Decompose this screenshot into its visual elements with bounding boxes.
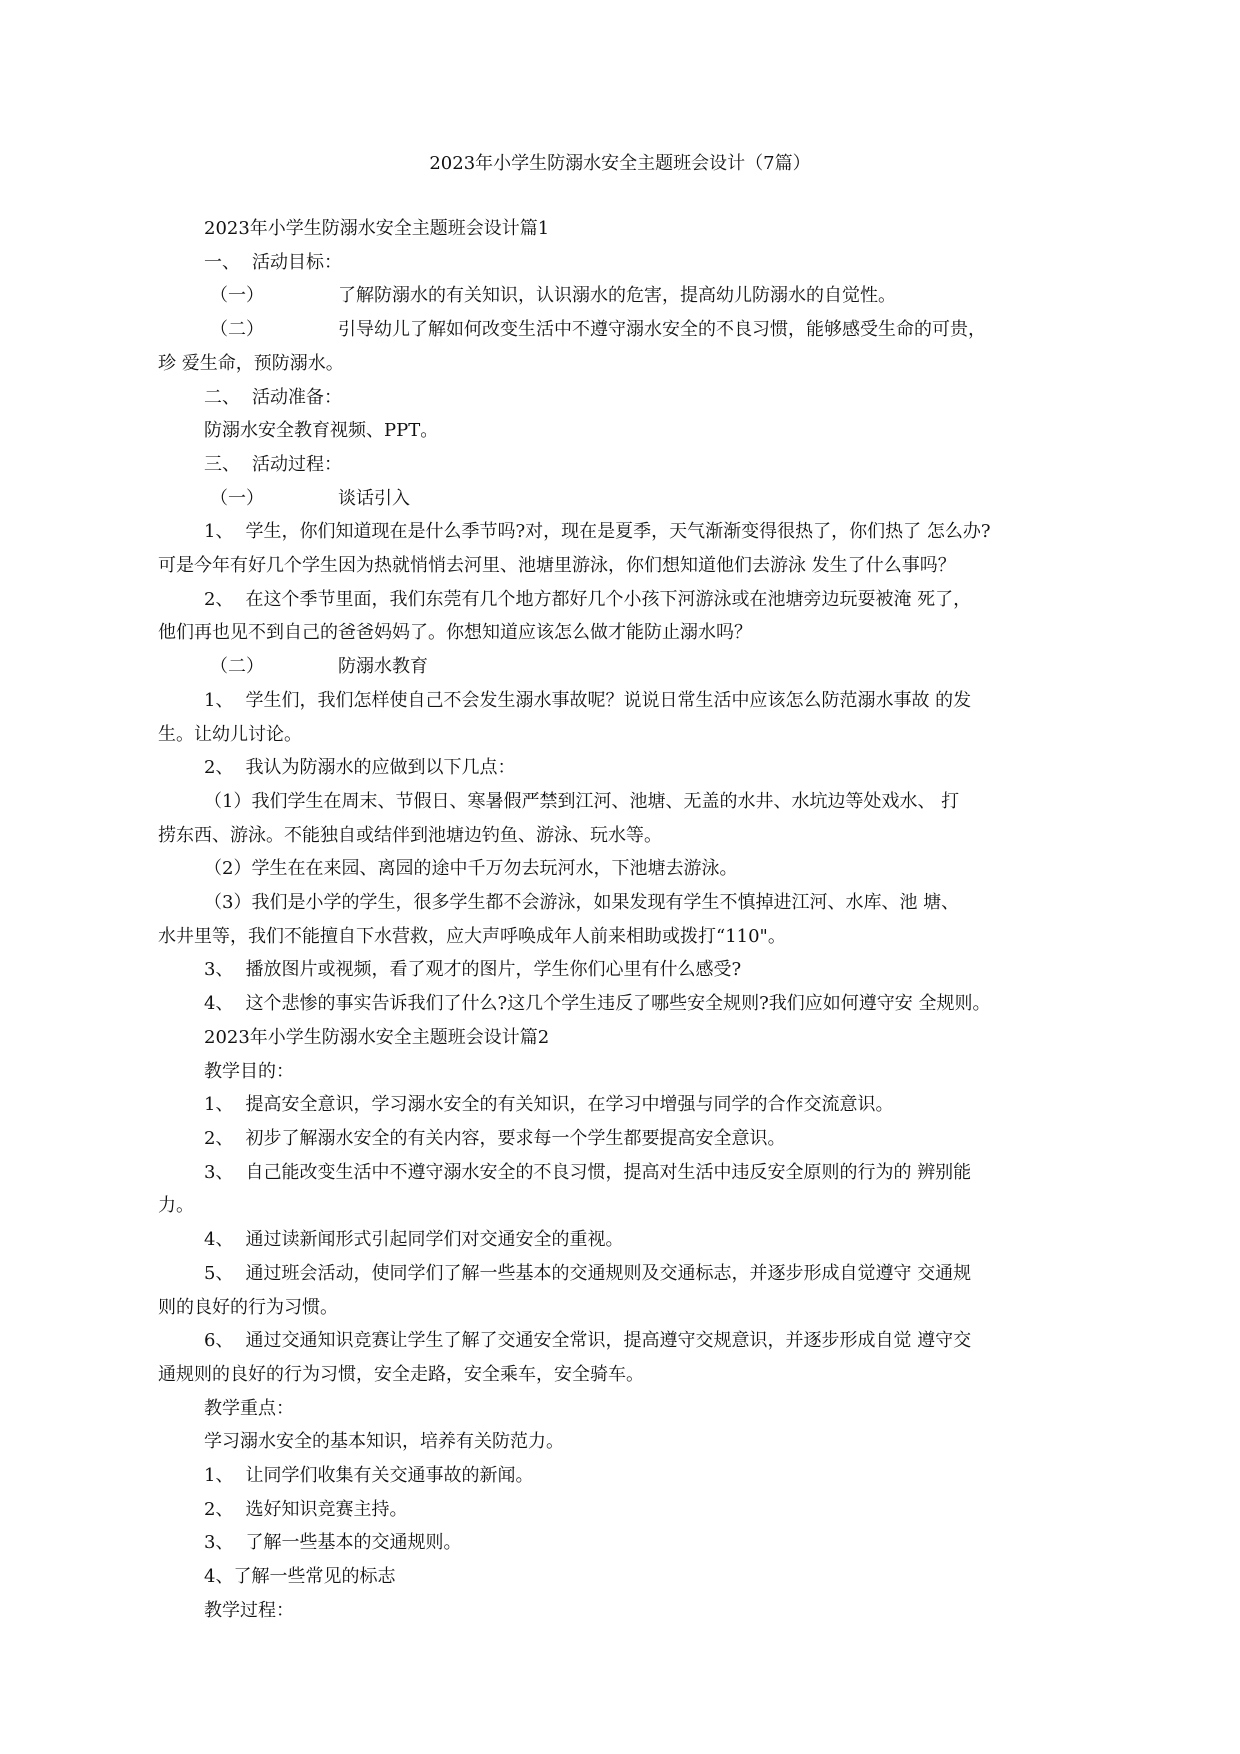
paragraph-continuation: 他们再也见不到自己的爸爸妈妈了。你想知道应该怎么做才能防止溺水吗？ [158,622,752,644]
item-number: 3、 [204,1532,234,1554]
item-number: 5、 [204,1262,234,1284]
numbered-paragraph [174,1156,1060,1190]
paragraph: 学习溺水安全的基本知识，培养有关防范力。 [204,1431,564,1453]
numbered-paragraph [174,953,1060,987]
item-number: 6、 [204,1330,234,1352]
item-number: 1、 [204,1465,234,1487]
item-text: 通过班会活动，使同学们了解一些基本的交通规则及交通标志，并逐步形成自觉遵守 交通规 [245,1262,972,1284]
numbered-paragraph [174,246,1060,280]
numbered-paragraph [174,1324,1060,1358]
sub-item-text: 防溺水教育 [338,656,428,678]
numbered-paragraph [174,1459,1060,1493]
item-number: 2、 [204,757,234,779]
sub-item-paragraph [174,313,1060,347]
numbered-paragraph [174,515,1060,549]
sub-item-text: 谈话引入 [338,487,410,509]
paragraph-continuation: 珍 爱生命，预防溺水。 [158,352,344,374]
paragraph: （1）我们学生在周末、节假日、寒暑假严禁到江河、池塘、无盖的水井、水坑边等处戏水、 打 [204,790,960,812]
item-text: 初步了解溺水安全的有关内容，要求每一个学生都要提高安全意识。 [245,1127,786,1149]
item-number: 一、 [204,251,240,273]
sub-item-text: 引导幼儿了解如何改变生活中不遵守溺水安全的不良习惯，能够感受生命的可贵， [338,319,986,341]
paragraph: 教学目的： [204,1060,294,1082]
numbered-paragraph [174,987,1060,1021]
numbered-paragraph [174,684,1060,718]
paragraph-continuation: 力。 [158,1195,194,1217]
item-text: 让同学们收集有关交通事故的新闻。 [245,1465,534,1487]
paragraph: （3）我们是小学的学生，很多学生都不会游泳，如果发现有学生不慎掉进江河、水库、池 塘、 [204,892,960,914]
paragraph: 防溺水安全教育视频、PPT。 [204,420,439,442]
item-number: 2、 [204,588,234,610]
sub-item-number: （二） [210,656,264,678]
numbered-paragraph [174,1526,1060,1560]
sub-item-paragraph [174,650,1060,684]
item-number: 三、 [204,453,240,475]
item-number: 1、 [204,1094,234,1116]
paragraph-continuation: 通规则的良好的行为习惯，安全走路，安全乘车，安全骑车。 [158,1363,644,1385]
paragraph-continuation: 可是今年有好几个学生因为热就悄悄去河里、池塘里游泳，你们想知道他们去游泳 发生了什么事吗？ [158,555,956,577]
item-number: 二、 [204,386,240,408]
item-text: 活动过程： [252,453,342,475]
item-text: 了解一些基本的交通规则。 [245,1532,462,1554]
sub-item-number: （一） [210,487,264,509]
document-body [158,212,1060,1628]
item-text: 选好知识竞赛主持。 [245,1498,408,1520]
paragraph: 教学过程： [204,1599,294,1621]
numbered-paragraph [174,381,1060,415]
sub-item-number: （一） [210,285,264,307]
sub-item-paragraph [174,482,1060,516]
item-text: 通过交通知识竞赛让学生了解了交通安全常识，提高遵守交规意识，并逐步形成自觉 遵守交 [245,1330,972,1352]
item-number: 3、 [204,959,234,981]
sub-item-number: （二） [210,319,264,341]
item-text: 通过读新闻形式引起同学们对交通安全的重视。 [245,1229,624,1251]
item-number: 1、 [204,521,234,543]
item-text: 活动目标： [252,251,342,273]
paragraph: 4、了解一些常见的标志 [204,1566,396,1588]
numbered-paragraph [174,1493,1060,1527]
item-text: 自己能改变生活中不遵守溺水安全的不良习惯，提高对生活中违反安全原则的行为的 辨别能 [245,1161,972,1183]
paragraph: 2023年小学生防溺水安全主题班会设计篇1 [204,218,550,239]
paragraph-continuation: 捞东西、游泳。不能独自或结伴到池塘边钓鱼、游泳、玩水等。 [158,824,662,846]
numbered-paragraph [174,1088,1060,1122]
item-text: 在这个季节里面，我们东莞有几个地方都好几个小孩下河游泳或在池塘旁边玩耍被淹 死了， [245,588,972,610]
item-text: 提高安全意识，学习溺水安全的有关知识，在学习中增强与同学的合作交流意识。 [245,1094,894,1116]
paragraph: 2023年小学生防溺水安全主题班会设计篇2 [204,1026,550,1048]
item-text: 播放图片或视频，看了观才的图片，学生你们心里有什么感受? [245,959,742,981]
numbered-paragraph [174,751,1060,785]
sub-item-text: 了解防溺水的有关知识，认识溺水的危害，提高幼儿防溺水的自觉性。 [338,285,896,307]
item-text: 学生们，我们怎样使自己不会发生溺水事故呢？说说日常生活中应该怎么防范溺水事故 的发 [245,689,972,711]
numbered-paragraph [174,1223,1060,1257]
numbered-paragraph [174,1122,1060,1156]
document-title: 2023年小学生防溺水安全主题班会设计（7篇） [429,153,811,174]
paragraph-continuation: 则的良好的行为习惯。 [158,1296,338,1318]
numbered-paragraph [174,448,1060,482]
item-number: 1、 [204,689,234,711]
item-text: 我认为防溺水的应做到以下几点： [245,757,516,779]
item-text: 活动准备： [252,386,342,408]
paragraph-continuation: 生。让幼儿讨论。 [158,723,302,745]
paragraph-continuation: 水井里等，我们不能擅自下水营救，应大声呼唤成年人前来相助或拨打“110"。 [158,925,786,947]
paragraph: （2）学生在在来园、离园的途中千万勿去玩河水，下池塘去游泳。 [204,858,738,880]
numbered-paragraph [174,583,1060,617]
item-text: 学生，你们知道现在是什么季节吗?对，现在是夏季，天气渐渐变得很热了，你们热了 怎么办? [245,521,991,543]
paragraph: 教学重点： [204,1397,294,1419]
sub-item-paragraph [174,279,1060,313]
item-text: 这个悲惨的事实告诉我们了什么?这几个学生违反了哪些安全规则?我们应如何遵守安 全规则。 [245,993,991,1015]
item-number: 4、 [204,1229,234,1251]
item-number: 2、 [204,1127,234,1149]
item-number: 2、 [204,1498,234,1520]
item-number: 4、 [204,993,234,1015]
item-number: 3、 [204,1161,234,1183]
numbered-paragraph [174,1257,1060,1291]
